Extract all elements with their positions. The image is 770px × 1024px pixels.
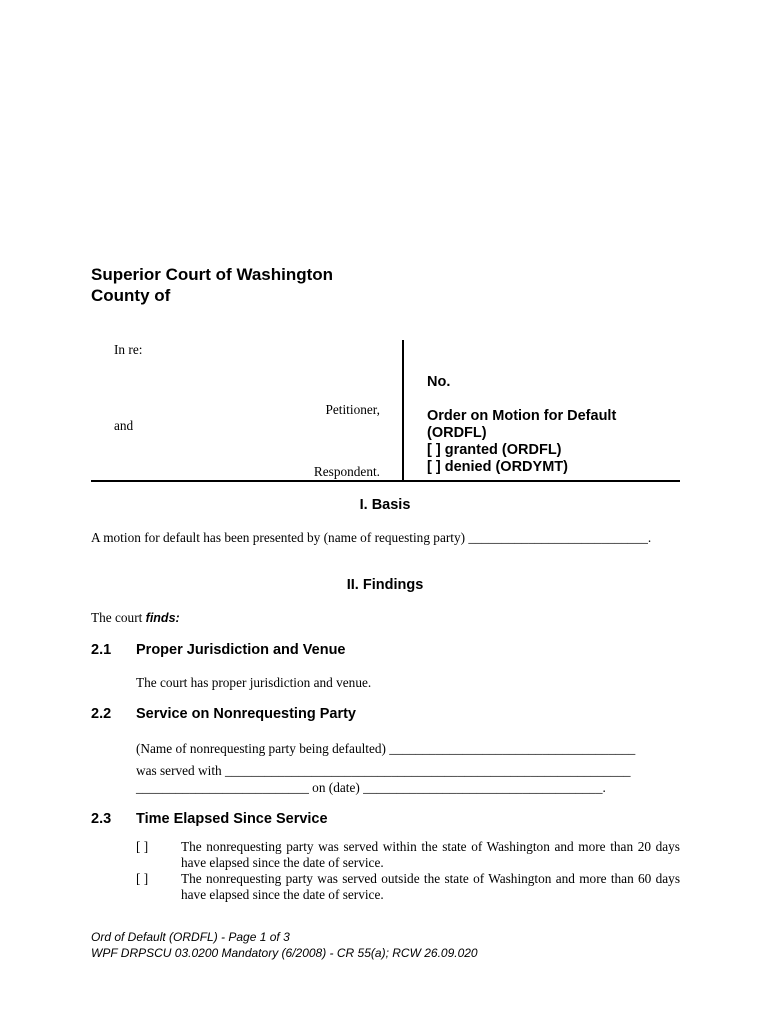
section-2-2-number: 2.2	[91, 706, 112, 722]
document-code: (ORDFL)	[427, 425, 487, 441]
denied-option: [ ] denied (ORDYMT)	[427, 459, 568, 475]
in-re-label: In re:	[114, 342, 143, 357]
section-2-3-title: Time Elapsed Since Service	[136, 811, 328, 827]
intro-emphasis: finds:	[145, 611, 180, 625]
section-basis-heading: I. Basis	[359, 497, 411, 513]
service-date-line: __________________________ on (date) ____________________________________.	[136, 780, 606, 795]
petitioner-label: Petitioner,	[325, 402, 380, 417]
county-label: County of	[91, 286, 171, 305]
section-2-1-title: Proper Jurisdiction and Venue	[136, 642, 346, 658]
section-findings-heading: II. Findings	[346, 577, 424, 593]
case-number-label: No.	[427, 374, 451, 390]
footer-page-label: Ord of Default (ORDFL) - Page 1 of 3	[91, 930, 290, 944]
findings-intro	[91, 610, 180, 626]
intro-text: The court	[91, 610, 146, 625]
section-2-3-number: 2.3	[91, 811, 112, 827]
respondent-label: Respondent.	[313, 464, 380, 479]
within-state-text: The nonrequesting party was served within the state of Washington and more than 20 days have elapsed since the date of service.	[181, 839, 680, 870]
caption-divider	[402, 340, 404, 481]
footer-form-id: WPF DRPSCU 03.0200 Mandatory (6/2008) - CR 55(a); RCW 26.09.020	[91, 946, 478, 960]
and-label: and	[114, 418, 134, 433]
document-title: Order on Motion for Default	[427, 408, 617, 424]
caption-rule	[91, 480, 680, 482]
basis-text: A motion for default has been presented by (name of requesting party) ___________________________.	[91, 530, 652, 545]
defaulted-party-line: (Name of nonrequesting party being defaulted) _____________________________________	[136, 741, 636, 756]
section-2-1-number: 2.1	[91, 642, 112, 658]
served-with-line: was served with _____________________________________________________________	[136, 763, 631, 778]
outside-state-text: The nonrequesting party was served outside the state of Washington and more than 60 days have elapsed since the date of service.	[181, 871, 680, 902]
checkbox-within-state[interactable]: [ ]	[136, 839, 149, 854]
court-name: Superior Court of Washington	[91, 265, 334, 284]
checkbox-outside-state[interactable]: [ ]	[136, 871, 149, 886]
section-2-2-title: Service on Nonrequesting Party	[136, 706, 356, 722]
granted-option: [ ] granted (ORDFL)	[427, 442, 562, 458]
section-2-1-text: The court has proper jurisdiction and venue.	[136, 675, 372, 690]
